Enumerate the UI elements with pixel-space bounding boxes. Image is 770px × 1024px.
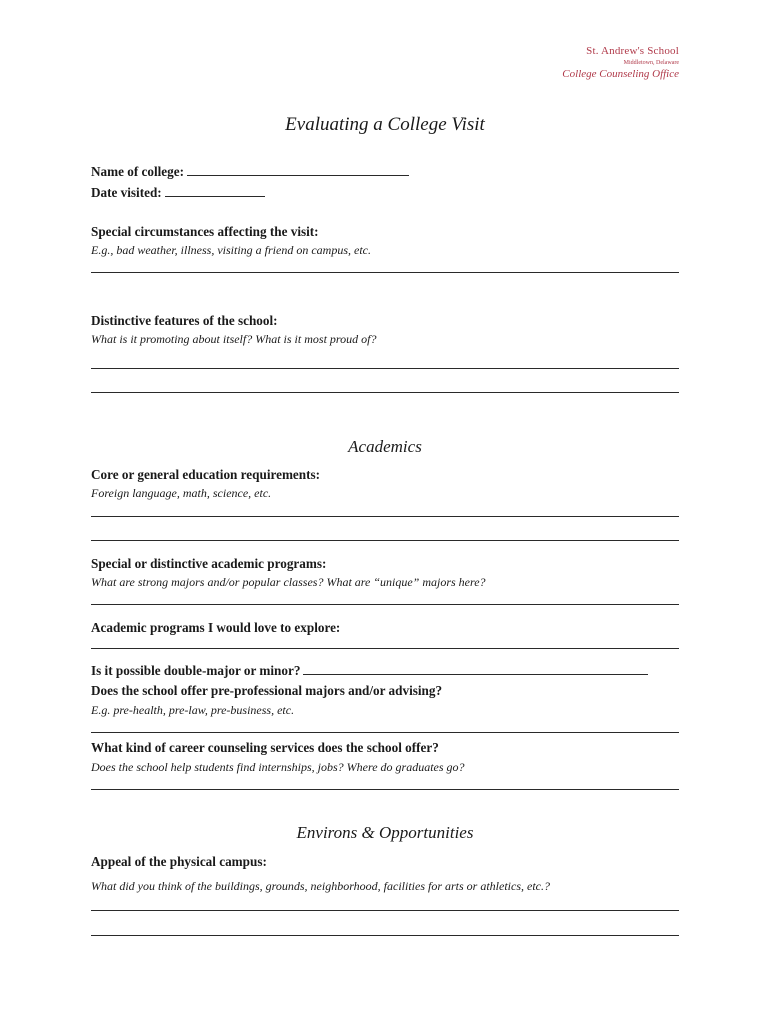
core-requirements-label: Core or general education requirements:	[91, 467, 321, 482]
career-counseling-answer-line[interactable]	[91, 789, 679, 790]
career-counseling-hint: Does the school help students find internships, jobs? Where do graduates go?	[91, 760, 465, 774]
school-location: Middletown, Delaware	[623, 60, 679, 66]
name-of-college-field[interactable]	[187, 174, 409, 176]
date-visited-label: Date visited:	[91, 185, 162, 200]
special-programs-answer-line[interactable]	[91, 604, 679, 605]
pre-professional-answer-line[interactable]	[91, 732, 679, 733]
core-requirements-answer-line[interactable]	[91, 516, 679, 517]
career-counseling-label: What kind of career counseling services does the school offer?	[91, 740, 439, 755]
double-major-row	[91, 663, 648, 679]
special-circumstances-answer-line[interactable]	[91, 272, 679, 273]
special-programs-label: Special or distinctive academic programs:	[91, 556, 327, 571]
name-of-college-row	[91, 164, 409, 180]
physical-campus-answer-line[interactable]	[91, 935, 679, 936]
physical-campus-label: Appeal of the physical campus:	[91, 854, 267, 869]
office-name: College Counseling Office	[562, 68, 679, 80]
double-major-label: Is it possible double-major or minor?	[91, 663, 301, 678]
academics-heading: Academics	[348, 437, 422, 456]
programs-to-explore-label: Academic programs I would love to explore:	[91, 620, 341, 635]
core-requirements-hint: Foreign language, math, science, etc.	[91, 486, 272, 500]
special-programs-hint: What are strong majors and/or popular classes? What are “unique” majors here?	[91, 575, 486, 589]
page-title: Evaluating a College Visit	[285, 114, 485, 135]
pre-professional-label: Does the school offer pre-professional majors and/or advising?	[91, 683, 443, 698]
name-of-college-label: Name of college:	[91, 164, 185, 179]
distinctive-features-answer-line[interactable]	[91, 368, 679, 369]
date-visited-field[interactable]	[165, 195, 265, 197]
school-name: St. Andrew's School	[586, 45, 679, 57]
physical-campus-answer-line[interactable]	[91, 910, 679, 911]
distinctive-features-answer-line[interactable]	[91, 392, 679, 393]
environs-heading: Environs & Opportunities	[296, 823, 474, 842]
double-major-field[interactable]	[303, 673, 648, 675]
distinctive-features-label: Distinctive features of the school:	[91, 313, 278, 328]
physical-campus-hint: What did you think of the buildings, grounds, neighborhood, facilities for arts or athletics, etc.?	[91, 879, 550, 893]
date-visited-row	[91, 185, 265, 201]
core-requirements-answer-line[interactable]	[91, 540, 679, 541]
letterhead	[562, 46, 679, 80]
pre-professional-hint: E.g. pre-health, pre-law, pre-business, etc.	[91, 703, 295, 717]
special-circumstances-label: Special circumstances affecting the visit:	[91, 224, 319, 239]
special-circumstances-hint: E.g., bad weather, illness, visiting a friend on campus, etc.	[91, 243, 371, 257]
programs-to-explore-answer-line[interactable]	[91, 648, 679, 649]
distinctive-features-hint: What is it promoting about itself? What is it most proud of?	[91, 332, 377, 346]
